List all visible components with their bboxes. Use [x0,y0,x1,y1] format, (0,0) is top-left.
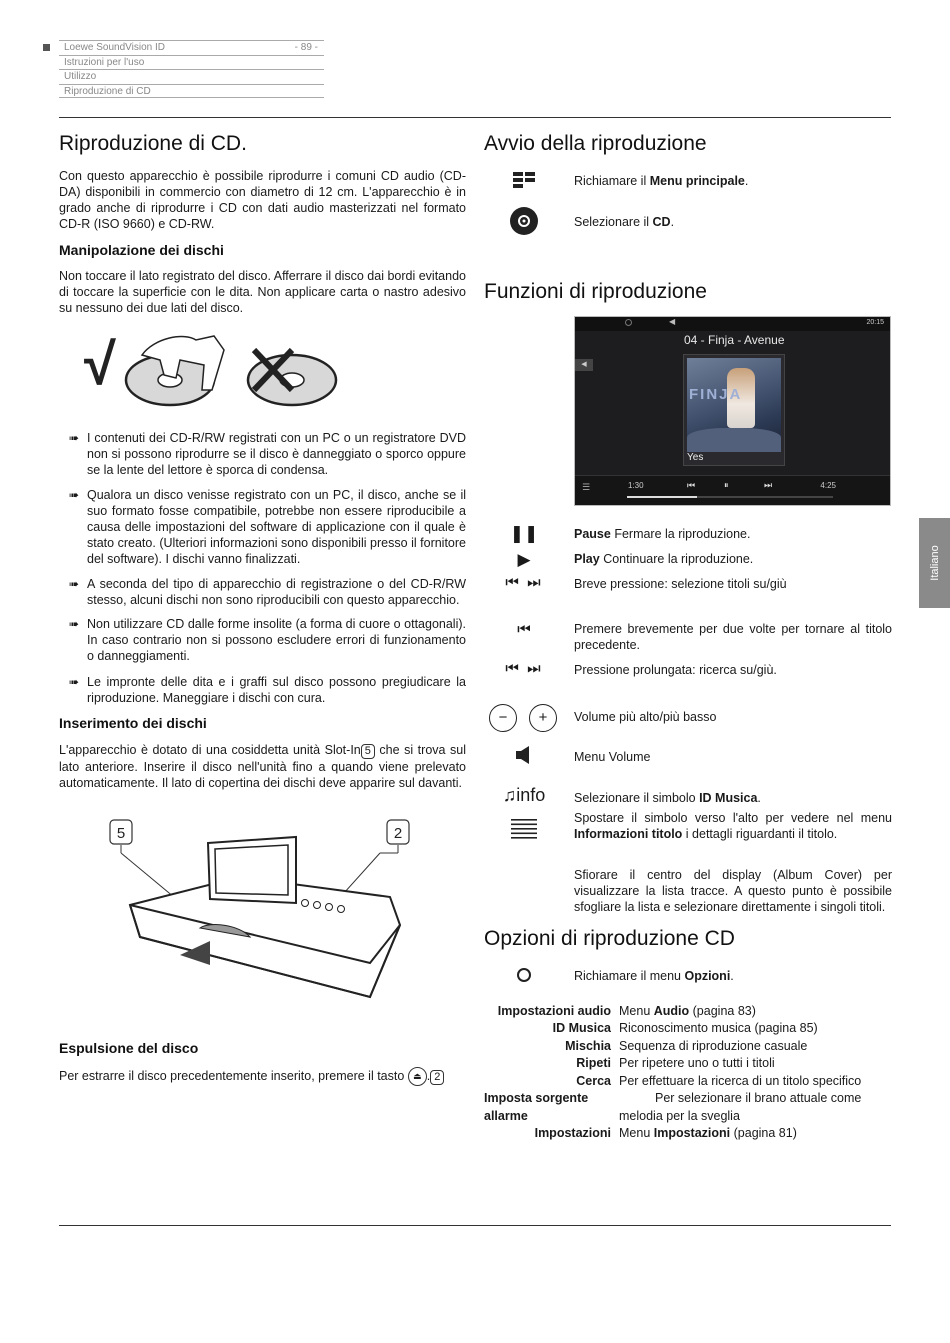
bullet-item: ➠ Le impronte delle dita e i graffi sul disco possono pregiudicare la riproduzione. Maneggiare i dischi con cura. [69,675,466,705]
header-marker [43,44,50,51]
progress-track[interactable] [627,496,833,498]
cover-text: FINJA [689,386,743,403]
menu-icon [484,172,564,193]
start-step-cd: Selezionare il CD. [574,215,675,229]
bullet-item: ➠ I contenuti dei CD-R/RW registrati con un PC o un registratore DVD non si possono riprodurre se il disco è danneggiato o sporco oppure se la lente del lettore è sporca di condensa. [69,431,466,477]
skip-back-icon: ⏮ [517,621,531,638]
function-music-id: Selezionare il simbolo ID Musica. [574,791,761,805]
header-row-manual: Istruzioni per l'uso [59,55,324,69]
check-mark: √ [84,332,116,397]
page-number: - 89 - [294,42,318,53]
clock: 20:15 [866,319,884,326]
function-volume: Volume più alto/più basso [574,710,717,724]
option-row: ID Musica Riconoscimento musica (pagina 85) [552,1021,818,1035]
intro-paragraph: Con questo apparecchio è possibile riprodurre i comuni CD audio (CD-DA) disponibili in commercio con diametro di 12 cm. L'apparecchio è in grado anche di riprodurre i CD con dati audio masterizzati nel formato CD-R (ISO 9660) e CD-RW. [59,169,466,231]
album-cover[interactable] [683,354,785,466]
top-rule [59,117,891,118]
callout-label-2: 2 [393,825,403,842]
callout-label-5: 5 [116,825,126,842]
header-row-topic: Riproduzione di CD [59,84,324,98]
skip-icons: ⏮ ⏭ [505,574,543,591]
list-icon[interactable]: ☰ [582,482,591,492]
handling-paragraph: Non toccare il lato registrato del disco. Afferrare il disco dai bordi evitando di toccare la superficie con le dita. Non applicare carta o nastro adesivo su nessuno dei due lati del disco. [59,269,466,315]
volume-down-icon: − [489,704,517,732]
start-step-menu: Richiamare il Menu principale. [574,174,749,188]
language-tab[interactable]: Italiano [919,518,950,608]
disc-handling-illustration [84,330,344,410]
arrow-icon: ➠ [69,431,80,445]
function-volume-menu: Menu Volume [574,750,651,764]
speaker-icon [484,746,564,769]
eject-heading: Espulsione del disco [59,1040,199,1056]
bottom-rule [59,1225,891,1226]
arrow-icon: ➠ [69,488,80,502]
options-heading: Opzioni di riproduzione CD [484,927,735,950]
handling-heading: Manipolazione dei dischi [59,242,224,258]
status-icon [625,319,632,326]
function-short-press: Breve pressione: selezione titoli su/giù [574,577,787,591]
option-row: Imposta sorgente allarme Per selezionare il brano attuale come melodia per la sveglia [484,1091,862,1123]
options-call: Richiamare il menu Opzioni. [574,969,734,983]
slot-in-callout: 5 [361,744,375,759]
insert-heading: Inserimento dei dischi [59,715,207,731]
next-button[interactable]: ⏭ [764,480,773,490]
cd-icon [484,207,564,240]
eject-icon: ⏏ [408,1067,427,1086]
option-row: Impostazioni audio Menu Audio (pagina 83) [497,1004,756,1018]
total-time: 4:25 [820,481,836,490]
function-long-press: Pressione prolungata: ricerca su/giù. [574,663,777,677]
option-row: Cerca Per effettuare la ricerca di un titolo specifico [576,1074,862,1088]
track-title: 04 - Finja - Avenue [684,333,785,347]
status-bar [575,317,890,331]
page-title: Riproduzione di CD. [59,132,247,155]
volume-up-icon: + [529,704,557,732]
option-row: Mischia Sequenza di riproduzione casuale [565,1039,808,1053]
speaker-status-icon: ◀ [669,317,676,326]
bullet-item: ➠ Qualora un disco venisse registrato con un PC, il disco, anche se il suo formato fosse compatibile, potrebbe non essere riproducibile a causa delle impostazioni del software di applicazione con il quale è stato creato. (Ulteriori informazioni sono disponibili presso il fornitore del software). I dischi vanno finalizzati. [69,488,466,566]
album-art [687,358,781,452]
album-cover-tip: Sfiorare il centro del display (Album Cover) per visualizzare la lista tracce. A questo punto è possibile sfogliare la lista e selezionare direttamente i singoli titoli. [574,868,892,914]
info-label: info [516,785,546,805]
start-heading: Avvio della riproduzione [484,132,707,155]
bullet-item: ➠ A seconda del tipo di apparecchio di registrazione o del CD-R/RW stesso, alcuni dischi non sono riproducibili con questo apparecchio. [69,577,466,607]
pause-button[interactable]: ⏸ [724,480,729,490]
functions-heading: Funzioni di riproduzione [484,280,707,303]
progress-fill [627,496,697,498]
arrow-icon: ➠ [69,577,80,591]
eject-paragraph: Per estrarre il disco precedentemente inserito, premere il tasto ⏏ . 2 [59,1067,469,1086]
option-row: Ripeti Per ripetere uno o tutti i titoli [576,1056,775,1070]
back-button[interactable]: ◀ [575,359,593,371]
arrow-icon: ➠ [69,617,80,631]
pause-icon: ❚❚ [509,524,539,543]
header-row-section: Utilizzo [59,69,324,83]
music-info-icon: ♫info [502,785,546,805]
options-icon [484,967,564,988]
insert-paragraph: L'apparecchio è dotato di una cosiddetta unità Slot-In 5 che si trova sul lato anteriore. Inserire il disco nell'unità fino a quando viene prelevato automaticamente. Il lato di copertina dei dischi deve apparire sul davanti. [59,743,466,790]
elapsed-time: 1:30 [628,481,644,490]
header-row-product: Loewe SoundVision ID - 89 - [59,40,324,54]
bullet-item: ➠ Non utilizzare CD dalle forme insolite (a forma di cuore o ottagonali). In caso contrario non si possono escludere errori di funzionamento o danneggiamenti. [69,617,466,663]
option-row: Impostazioni Menu Impostazioni (pagina 81) [534,1126,797,1140]
device-illustration [100,815,420,1005]
title-list-icon [484,819,564,844]
function-play: Play Continuare la riproduzione. [574,552,754,566]
arrow-icon: ➠ [69,675,80,689]
function-previous: Premere brevemente per due volte per tornare al titolo precedente. [574,622,892,652]
play-icon: ▶ [517,550,531,569]
eject-callout: 2 [430,1070,444,1085]
skip-icons: ⏮ ⏭ [505,660,543,677]
function-title-info: Spostare il simbolo verso l'alto per vedere nel menu Informazioni titolo i dettagli riguardanti il titolo. [574,811,892,841]
function-pause: Pause Fermare la riproduzione. [574,527,751,541]
disc-drawing [84,330,344,410]
album-label: Yes [687,452,704,463]
player-screen[interactable] [574,316,891,506]
transport-bar [575,475,890,505]
cover-ground [687,428,781,452]
prev-button[interactable]: ⏮ [687,480,696,490]
